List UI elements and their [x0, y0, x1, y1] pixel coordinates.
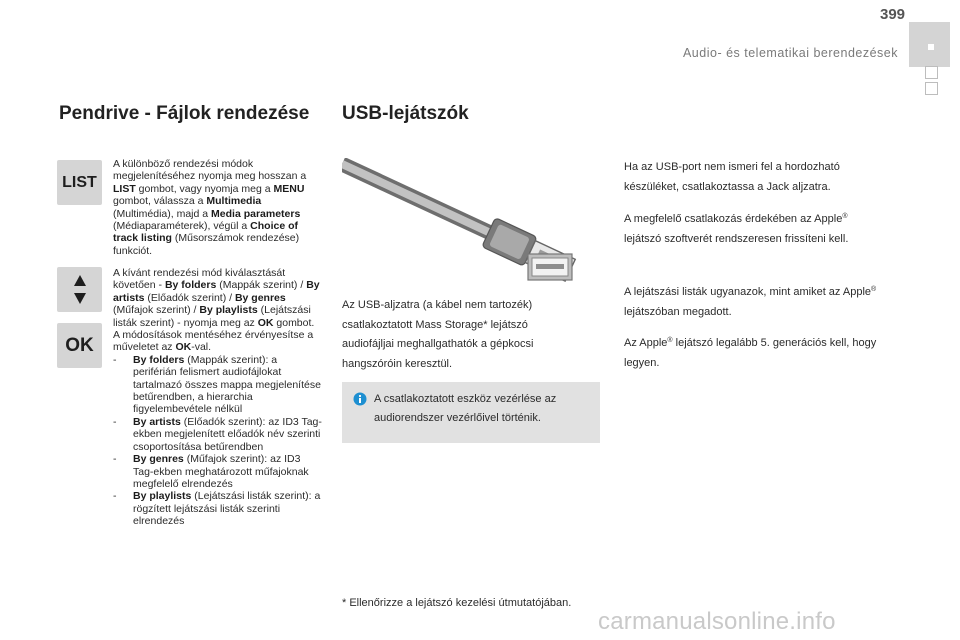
ok-button-icon: OK: [57, 323, 102, 368]
chapter-tab-empty: [925, 66, 938, 79]
watermark: carmanualsonline.info: [598, 608, 836, 635]
usb-cable-illustration: [342, 158, 578, 288]
page-number: 399: [880, 6, 906, 23]
footnote: * Ellenőrizze a lejátszó kezelési útmutatójában.: [342, 597, 572, 609]
right-paragraph-playlists: A lejátszási listák ugyanazok, mint amiket az Apple® lejátszóban megadott.: [624, 286, 877, 318]
arrow-up-icon: [74, 275, 86, 286]
info-icon: [353, 392, 367, 406]
list-item: - By folders (Mappák szerint): a periférián felismert audiofájlokat tartalmazó összes mappa megjelenítése betűrendben, a hierarchia figyelembevétele nélkül: [113, 354, 323, 416]
list-item: - By artists (Előadók szerint): az ID3 Tag-ekben megjelenített előadók név szerinti csoportosítása betűrendben: [113, 416, 323, 453]
info-text: A csatlakoztatott eszköz vezérlése az audiorendszer vezérlőivel történik.: [374, 393, 557, 424]
right-paragraph-software-update: A megfelelő csatlakozás érdekében az Apple® lejátszó szoftverét rendszeresen frissíteni kell.: [624, 213, 849, 245]
list-item: - By playlists (Lejátszási listák szerint): a rögzített lejátszási listák szerinti elrendezés: [113, 490, 323, 527]
sorting-selection-text: A kívánt rendezési mód kiválasztását követően - By folders (Mappák szerint) / By artists (Előadók szerint) / By genres (Műfajok szerint) / By playlists (Lejátszási listák szerint) - nyomja meg az OK gombot. A módosítások mentéséhez érvényesítse a műveletet az OK-val. - By folders (Mappák szerint): a periférián felismert audiofájlokat tartalmazó összes mappa megjelenítése betűrendben, a hierarchia figyelembevétele nélkül - By artists (Előadók szerint): az ID3 Tag-ekben megjelenített előadók név szerinti csoportosítása betűrendben - By genres (Műfajok szerint): az ID3 Tag-ekben meghatározott műfajoknak megfelelő elrendezés - By playlists (Lejátszási listák szerint): a rögzített lejátszási listák szerinti elrendezés: [113, 267, 323, 528]
chapter-title: Audio- és telematikai berendezések: [682, 46, 898, 60]
section-title-usb-players: USB-lejátszók: [342, 103, 469, 124]
usb-port-icon: [528, 254, 572, 280]
section-title-file-sorting: Pendrive - Fájlok rendezése: [59, 103, 310, 124]
sorting-instructions: A különböző rendezési módok megjelenítéséhez nyomja meg hosszan a LIST gombot, vagy nyomja meg a MENU gombot, válassza a Multimedia (Multimédia), majd a Media parameters (Médiaparaméterek), végül a Choice of track listing (Műsorszámok rendezése) funkciót.: [113, 158, 307, 257]
sorting-modes-list: [113, 354, 323, 528]
up-down-arrows-icon: [57, 267, 102, 312]
chapter-tab-marker: [928, 44, 934, 50]
arrow-down-icon: [74, 293, 86, 304]
chapter-tab: [909, 22, 950, 67]
right-paragraph-generation: Az Apple® lejátszó legalább 5. generációs kell, hogy legyen.: [624, 337, 877, 369]
right-paragraph-usb-port: Ha az USB-port nem ismeri fel a hordozható készüléket, csatlakoztassa a Jack aljzatra.: [624, 161, 840, 193]
usb-description: Az USB-aljzatra (a kábel nem tartozék) csatlakoztatott Mass Storage* lejátszó audiofájljai meghallgathatók a gépkocsi hangszóróin keresztül.: [342, 299, 534, 370]
list-item: - By genres (Műfajok szerint): az ID3 Tag-ekben meghatározott műfajoknak megfelelő elrendezés: [113, 453, 323, 490]
info-box: [342, 382, 600, 443]
list-button-icon: LIST: [57, 160, 102, 205]
chapter-tab-empty: [925, 82, 938, 95]
